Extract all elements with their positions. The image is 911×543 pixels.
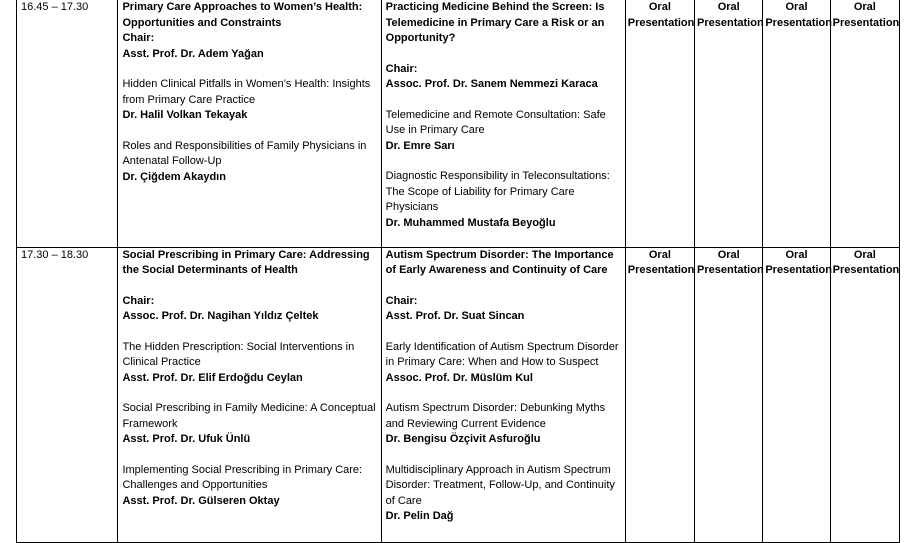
chair-label: Chair: xyxy=(385,294,418,307)
session-title: Autism Spectrum Disorder: The Importance of Early Awareness and Continuity of Care xyxy=(385,248,614,276)
oral-presentation-cell: Oral Presentation xyxy=(695,0,763,247)
speaker-name: Asst. Prof. Dr. Gülseren Oktay xyxy=(122,494,280,507)
oral-presentation-cell: Oral Presentation xyxy=(625,247,694,542)
talk-title: Telemedicine and Remote Consultation: Safe Use in Primary Care xyxy=(385,108,606,136)
oral-presentation-cell: Oral Presentation xyxy=(695,247,763,542)
oral-presentation-cell: Oral Presentation xyxy=(763,0,830,247)
speaker-name: Dr. Bengisu Özçivit Asfuroğlu xyxy=(385,433,541,445)
schedule-row xyxy=(17,247,900,542)
chair-name: Assoc. Prof. Dr. Nagihan Yıldız Çeltek xyxy=(122,310,319,322)
talk-title: Hidden Clinical Pitfalls in Women’s Health: Insights from Primary Care Practice xyxy=(122,78,371,106)
speaker-name: Dr. Çiğdem Akaydın xyxy=(122,170,226,183)
session-cell xyxy=(118,0,381,247)
speaker-name: Dr. Emre Sarı xyxy=(385,139,455,152)
chair-label: Chair: xyxy=(122,32,155,44)
time-slot: 17.30 – 18.30 xyxy=(17,247,118,542)
speaker-name: Dr. Muhammed Mustafa Beyoğlu xyxy=(385,216,556,229)
talk-title: Multidisciplinary Approach in Autism Spectrum Disorder: Treatment, Follow-Up, and Continuity of Care xyxy=(385,463,615,507)
chair-name: Assoc. Prof. Dr. Sanem Nemmezi Karaca xyxy=(385,78,598,90)
schedule-row xyxy=(17,0,900,247)
oral-presentation-cell: Oral Presentation xyxy=(830,247,899,542)
session-title: Social Prescribing in Primary Care: Addressing the Social Determinants of Health xyxy=(122,248,370,276)
speaker-name: Asst. Prof. Dr. Ufuk Ünlü xyxy=(122,433,251,445)
session-title: Practicing Medicine Behind the Screen: Is Telemedicine in Primary Care a Risk or an Opportunity? xyxy=(385,1,605,44)
talk-title: Diagnostic Responsibility in Teleconsultations: The Scope of Liability for Primary Care Physicians xyxy=(385,170,610,213)
talk-title: The Hidden Prescription: Social Interventions in Clinical Practice xyxy=(122,340,355,368)
talk-title: Early Identification of Autism Spectrum Disorder in Primary Care: When and How to Suspect xyxy=(385,340,619,368)
talk-title: Implementing Social Prescribing in Primary Care: Challenges and Opportunities xyxy=(122,463,363,491)
session-cell xyxy=(118,247,381,542)
oral-presentation-cell: Oral Presentation xyxy=(830,0,899,247)
chair-label: Chair: xyxy=(385,62,418,75)
speaker-name: Asst. Prof. Dr. Elif Erdoğdu Ceylan xyxy=(122,371,303,384)
talk-title: Roles and Responsibilities of Family Physicians in Antenatal Follow-Up xyxy=(122,139,367,167)
speaker-name: Assoc. Prof. Dr. Müslüm Kul xyxy=(385,371,533,384)
oral-presentation-cell: Oral Presentation xyxy=(763,247,830,542)
session-title: Primary Care Approaches to Women’s Health: Opportunities and Constraints xyxy=(122,1,363,29)
oral-presentation-cell: Oral Presentation xyxy=(625,0,694,247)
time-slot: 16.45 – 17.30 xyxy=(17,0,118,247)
session-cell xyxy=(381,0,625,247)
speaker-name: Dr. Pelin Dağ xyxy=(385,510,454,522)
chair-name: Asst. Prof. Dr. Adem Yağan xyxy=(122,47,264,60)
schedule-table xyxy=(16,0,900,543)
chair-name: Asst. Prof. Dr. Suat Sincan xyxy=(385,310,525,322)
talk-title: Autism Spectrum Disorder: Debunking Myths and Reviewing Current Evidence xyxy=(385,402,606,430)
talk-title: Social Prescribing in Family Medicine: A Conceptual Framework xyxy=(122,402,376,430)
session-cell xyxy=(381,247,625,542)
chair-label: Chair: xyxy=(122,294,155,307)
speaker-name: Dr. Halil Volkan Tekayak xyxy=(122,109,248,121)
